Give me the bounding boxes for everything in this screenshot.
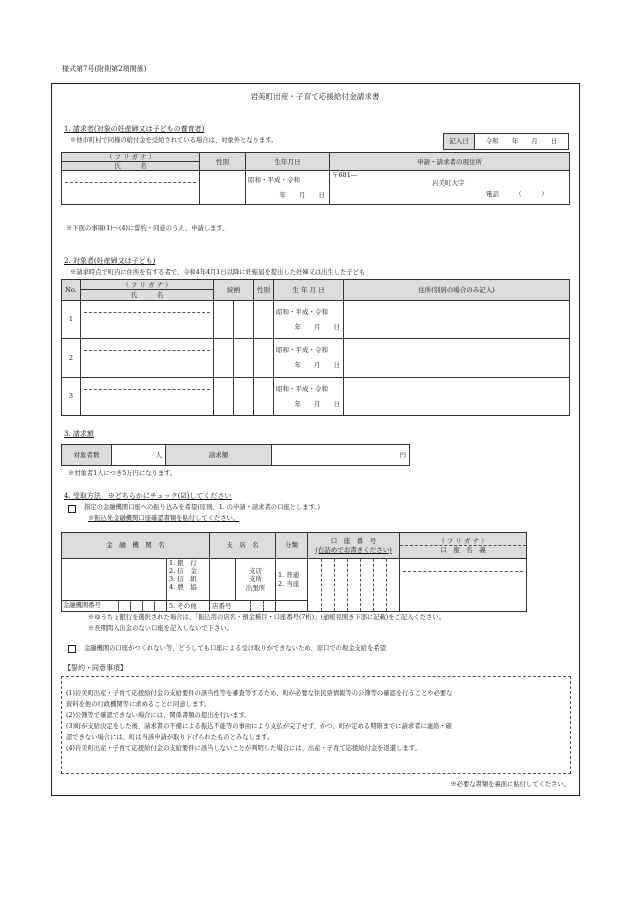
bank-type-other: 5. その他 [167, 601, 210, 612]
section3-heading: 3. 請求額 [64, 430, 94, 438]
target-gender-field[interactable] [254, 339, 274, 377]
person-unit: 人 [155, 450, 162, 459]
entry-date-field[interactable]: 令和 年 月 日 [475, 134, 569, 150]
target-row-number: 3 [62, 377, 81, 415]
requester-address-label: 申請・請求者の現住所 [330, 153, 570, 171]
target-ymd: 年 月 日 [294, 361, 340, 370]
target-furigana-label: （ フ リ ガ ナ ） [81, 280, 214, 290]
digit-divider [154, 601, 155, 611]
target-name-field[interactable] [81, 339, 214, 377]
section2-heading: 2. 対象者(妊産婦又は子ども) [64, 257, 156, 265]
furigana-divider [84, 389, 210, 390]
target-era: 昭和・平成・令和 [276, 346, 328, 355]
requester-phone: 電話 （ ） [486, 189, 548, 198]
furigana-divider [403, 571, 523, 572]
branch-type-list[interactable] [236, 559, 276, 601]
account-number-hint: (右詰めでお書きください) [315, 545, 392, 554]
bank-code-field[interactable] [62, 601, 167, 612]
digit-divider [118, 601, 119, 611]
cash-payment-option-label: 金融機関の口座がつくれない等、どうしても口座による受け取りができないため、窓口での現金支給を希望 [84, 645, 386, 652]
requester-gender-label: 性別 [200, 153, 246, 171]
target-no-label: No. [62, 280, 81, 301]
account-type-blank [276, 601, 308, 612]
target-relation-field-2[interactable] [234, 300, 254, 338]
furigana-divider [65, 182, 196, 183]
target-name-label: 氏 名 [81, 290, 214, 300]
requester-furigana-label: （ フ リ ガ ナ ） [62, 153, 200, 162]
requester-era: 昭和・平成・令和 [248, 176, 300, 185]
target-relation-field-2[interactable] [234, 377, 254, 415]
target-address-field[interactable] [344, 300, 570, 338]
digit-divider [142, 601, 143, 611]
target-count-field[interactable] [112, 445, 166, 466]
yen-unit: 円 [399, 450, 406, 459]
digit-divider [386, 559, 387, 611]
furigana-divider [84, 350, 210, 351]
account-number-field[interactable] [308, 559, 400, 612]
section2-note: ※請求時点で町内に住所を有する者で、令和4年4月1日以降に妊娠届を提出した妊婦又は出生した子ども [70, 269, 366, 276]
branch-code-field[interactable] [210, 601, 276, 612]
pledge-heading: 【誓約・同意事項】 [64, 664, 127, 672]
target-address-label: 住所(別居の場合のみ記入) [344, 280, 570, 301]
account-holder-label [400, 533, 527, 559]
account-type-label: 分類 [276, 533, 308, 559]
pledge-box [61, 676, 571, 774]
branch-code-label: 店番号 [212, 601, 232, 610]
form-number: 様式第7号(附則第2項関係) [62, 65, 147, 73]
target-row-number: 2 [62, 339, 81, 377]
account-holder-name-label: 口 座 名 義 [440, 546, 486, 554]
branch-type-option: 出張所 [245, 583, 266, 592]
pledge-item-2: (2)公簿等で確認できない場合には、関係書類の提出を行います。 [66, 712, 251, 719]
consent-note: ※下面の事項(1)～(4)に誓約・同意のうえ、申請します。 [66, 225, 229, 232]
yucho-note: ※ゆうちょ銀行を選択された場合は、「振込用の店名・預金種目・口座番号(7桁)」(通帳見開き下部に記載)をご記入ください。 [88, 614, 446, 621]
target-dob-field[interactable] [274, 339, 344, 377]
pledge-item-3-cont: 認できない場合には、町は当該申請が取り下げられたものとみなします。 [66, 734, 274, 741]
target-gender-field[interactable] [254, 300, 274, 338]
entry-date-label: 記入日 [444, 134, 475, 150]
requester-town: 岩美町大字 [432, 179, 465, 188]
target-address-field[interactable] [344, 377, 570, 415]
requester-dob-field[interactable] [246, 171, 330, 205]
form-title: 岩美町出産・子育て応援給付金請求書 [250, 92, 380, 101]
target-count-label: 対象者数 [62, 445, 112, 466]
account-number-title: 口 座 番 号 [330, 537, 377, 546]
target-name-field[interactable] [81, 377, 214, 415]
target-gender-label: 性別 [254, 280, 274, 301]
account-holder-furigana-label: （ フ リ ガ ナ ） [400, 537, 526, 546]
account-number-label [308, 533, 400, 559]
account-type-option: 1. 普通 [278, 571, 300, 580]
target-table [61, 279, 570, 416]
bank-type-option: 1. 銀 行 [169, 559, 197, 567]
target-relation-field[interactable] [214, 377, 234, 415]
section1-note: ※他市町村で同様の給付金を受給されている場合は、対象外となります。 [70, 137, 278, 144]
target-relation-label: 続柄 [214, 280, 254, 301]
bank-name-label: 金 融 機 関 名 [62, 533, 210, 559]
digit-divider [250, 601, 251, 611]
pledge-item-1: (1)岩美町出産・子育て応援給付金の支給要件の該当性等を審査等するため、町が必要な住民票情報等の公簿等の確認を行うことや必要な [66, 690, 453, 697]
amount-label: 請求額 [166, 445, 272, 466]
target-ymd: 年 月 日 [294, 322, 340, 331]
account-type-option: 2. 当座 [278, 579, 300, 588]
bank-code-label: 金融機関番号 [63, 602, 101, 609]
requester-name-label: 氏 名 [62, 162, 200, 171]
requester-gender-field[interactable] [200, 171, 246, 205]
branch-name-label: 支 店 名 [210, 533, 276, 559]
entry-date-box [443, 133, 569, 150]
account-type-list[interactable] [276, 559, 308, 601]
digit-divider [360, 559, 361, 611]
target-era: 昭和・平成・令和 [276, 307, 328, 316]
target-row-number: 1 [62, 300, 81, 338]
cash-payment-checkbox[interactable] [68, 645, 76, 653]
section4-heading: 4. 受取方法 ※どちらかにチェック(☑)してください [64, 492, 232, 500]
pledge-item-4: (4)岩美町出産・子育て応援給付金の支給要件に該当しないことが判明した場合には、出産・子育て応援給付金を返還します。 [66, 745, 421, 752]
digit-divider [321, 559, 322, 611]
target-row [62, 300, 570, 338]
bank-transfer-option-label: 指定の金融機関口座への振り込みを希望(原則、1. の申請・請求者の口座とします。) [84, 504, 320, 511]
target-name-field[interactable] [81, 300, 214, 338]
bank-name-field[interactable] [62, 559, 167, 601]
bank-type-option: 4. 農 協 [169, 583, 197, 592]
digit-divider [347, 559, 348, 611]
branch-type-option: 支店 [249, 567, 262, 576]
section1-heading: 1. 請求者(対象の妊産婦又は子どもの養育者) [64, 125, 205, 133]
requester-table [61, 152, 570, 205]
target-dob-field[interactable] [274, 300, 344, 338]
furigana-divider [84, 312, 210, 313]
branch-name-field[interactable] [210, 559, 236, 601]
requester-name-field[interactable] [62, 171, 200, 205]
target-row [62, 339, 570, 377]
target-dob-label: 生 年 月 日 [274, 280, 344, 301]
target-address-field[interactable] [344, 339, 570, 377]
digit-divider [373, 559, 374, 611]
account-holder-field[interactable] [400, 559, 527, 612]
bank-transfer-sub-note: ※振込先金融機関口座確認書類を貼付してください。 [88, 515, 240, 522]
bank-transfer-checkbox[interactable] [68, 505, 76, 513]
requester-ymd: 年 月 日 [279, 191, 325, 200]
target-relation-field[interactable] [214, 300, 234, 338]
bank-type-option: 2. 信 金 [169, 567, 197, 576]
target-gender-field[interactable] [254, 377, 274, 415]
requester-postal: 〒681— [332, 171, 358, 180]
amount-note: ※対象者1人につき5万円になります。 [68, 470, 177, 477]
dormant-account-note: ※長期間入出金のない口座を記入しないで下さい。 [88, 625, 233, 632]
requester-address-field[interactable] [330, 171, 570, 205]
target-dob-field[interactable] [274, 377, 344, 415]
digit-divider [130, 601, 131, 611]
target-relation-field[interactable] [214, 339, 234, 377]
amount-field[interactable] [272, 445, 410, 466]
target-ymd: 年 月 日 [294, 399, 340, 408]
bank-type-option: 3. 信 組 [169, 575, 197, 584]
bank-type-list[interactable] [167, 559, 210, 601]
target-era: 昭和・平成・令和 [276, 384, 328, 393]
requester-dob-label: 生年月日 [246, 153, 330, 171]
branch-type-option: 支所 [249, 575, 262, 584]
digit-divider [334, 559, 335, 611]
footer-note: ※必要な書類を裏面に貼付してください。 [450, 781, 570, 788]
digit-divider [263, 601, 264, 611]
bank-table [61, 532, 527, 612]
target-row [62, 377, 570, 415]
pledge-item-1-cont: 資料を他の行政機関等に求めることに同意します。 [66, 701, 211, 708]
target-relation-field-2[interactable] [234, 339, 254, 377]
pledge-item-3: (3)町が支給決定をした後、請求書の不備による振込不能等の事由により支払が完了せず、かつ、町が定める期限までに請求者に連絡・確 [66, 723, 452, 730]
amount-table [61, 444, 410, 466]
